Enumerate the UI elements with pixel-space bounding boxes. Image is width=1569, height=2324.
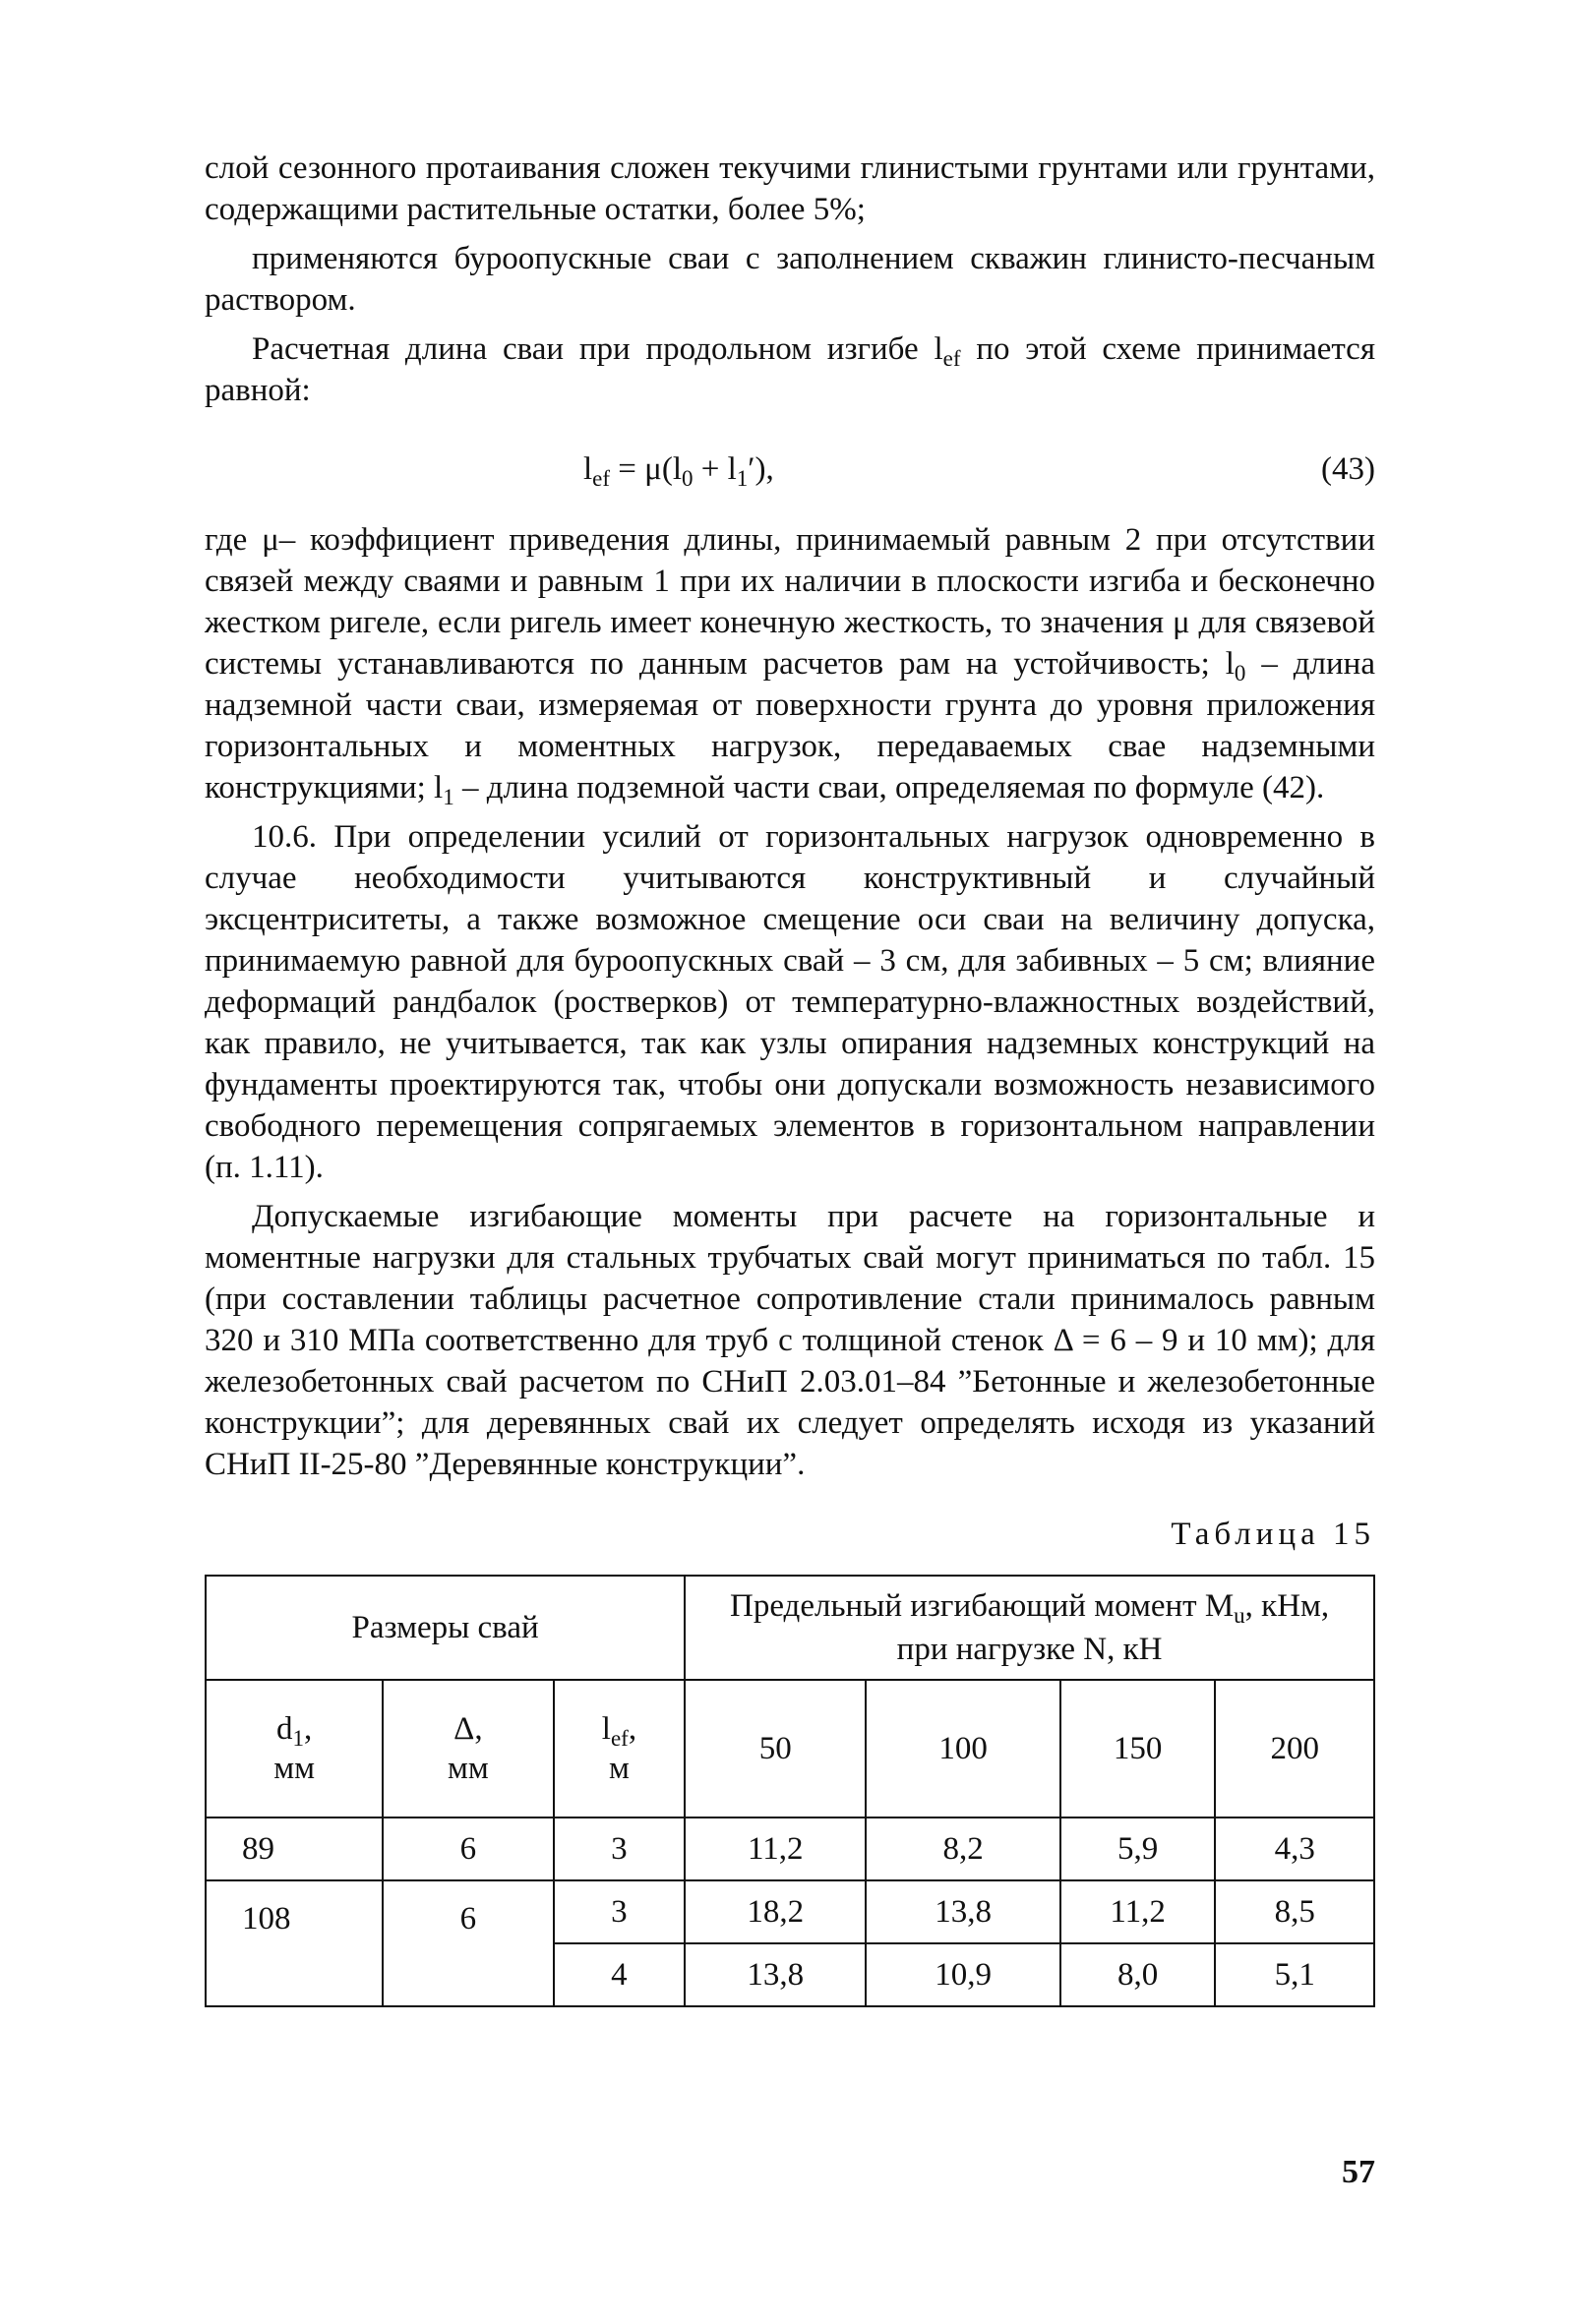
cell-diameter: 89: [206, 1817, 383, 1880]
subscript: 1: [292, 1726, 304, 1751]
subscript: ef: [942, 346, 961, 371]
col-load-100: 100: [866, 1680, 1060, 1817]
table-row: [206, 1880, 1374, 1943]
col-diameter: [206, 1680, 383, 1817]
cell-moment: 13,8: [866, 1880, 1060, 1943]
cell-moment: 5,9: [1060, 1817, 1215, 1880]
table-caption: Таблица 15: [1171, 1517, 1375, 1552]
subscript: 1: [443, 785, 454, 809]
cell-moment: 18,2: [685, 1880, 866, 1943]
subscript: 0: [1234, 661, 1246, 685]
cell-moment: 8,2: [866, 1817, 1060, 1880]
formula-number: (43): [1321, 451, 1375, 487]
paragraph-design-length: [205, 328, 1375, 411]
table-subheader-row: [206, 1680, 1374, 1817]
col-load-50: 50: [685, 1680, 866, 1817]
col-text: Δ,: [453, 1711, 483, 1747]
subscript: 0: [682, 466, 694, 491]
cell-moment: 8,5: [1215, 1880, 1374, 1943]
col-unit: мм: [448, 1751, 489, 1786]
cell-length: 4: [554, 1943, 686, 2006]
page-number: 57: [1342, 2154, 1375, 2190]
col-text: d: [275, 1711, 293, 1747]
col-unit: м: [608, 1751, 630, 1786]
header-text: , кНм,: [1244, 1588, 1330, 1624]
subscript: u: [1234, 1603, 1245, 1628]
paragraph-mu-definition: [205, 519, 1375, 808]
cell-length: 3: [554, 1817, 686, 1880]
subscript: ef: [610, 1726, 629, 1751]
header-limit-moment: [685, 1576, 1374, 1680]
subscript: 1: [736, 466, 749, 491]
header-text: при нагрузке N, кН: [896, 1632, 1163, 1667]
page-content: [205, 148, 1375, 2007]
formula-43: [205, 437, 1375, 502]
formula-expression: [583, 437, 774, 502]
col-text: ,: [303, 1711, 313, 1747]
text-span: где μ– коэффициент приведения длины, принимаемый равным 2 при отсутствии связей между сваями и равным 1 при их наличии в плоскости изгиба и бесконечно жестком ригеле, если ригель имеет конечную жесткость, то значения μ для связевой системы устанавливаются по данным расчетов рам на устойчивость; l: [205, 522, 1375, 682]
col-unit: мм: [273, 1751, 315, 1786]
paragraph-10-6: 10.6. При определении усилий от горизонтальных нагрузок одновременно в случае необходимости учитываются конструктивный и случайный эксцентриситеты, а также возможное смещение оси сваи на величину допуска, принимаемую равной для буроопускных свай – 3 см, для забивных – 5 см; влияние деформаций рандбалок (ростверков) от температурно-влажностных воздействий, как правило, не учитывается, так как узлы опирания надземных конструкций на фундаменты проектируются так, чтобы они допускали возможность независимого свободного перемещения сопрягаемых элементов в горизонтальном направлении (п. 1.11).: [205, 819, 1375, 1185]
header-pile-sizes: Размеры свай: [206, 1576, 685, 1680]
text-span: – длина надземной части сваи, измеряемая от поверхности грунта до уровня приложения горизонтальных и моментных нагрузок, передаваемых свае надземными конструкциями; l: [205, 646, 1375, 805]
text-span: Расчетная длина сваи при продольном изгибе l: [252, 331, 943, 367]
table-row: [206, 1817, 1374, 1880]
cell-moment: 4,3: [1215, 1817, 1374, 1880]
text-span: по этой схеме принимается равной:: [205, 331, 1376, 408]
cell-moment: 11,2: [685, 1817, 866, 1880]
col-load-200: 200: [1215, 1680, 1374, 1817]
paragraph-bored-piles: применяются буроопускные сваи с заполнением скважин глинисто-песчаным раствором.: [205, 241, 1375, 318]
table-15: [205, 1575, 1375, 2007]
col-effective-length: [554, 1680, 686, 1817]
cell-diameter: 108: [206, 1880, 383, 2006]
formula-part: l: [583, 451, 593, 487]
cell-length: 3: [554, 1880, 686, 1943]
header-text: Предельный изгибающий момент M: [730, 1588, 1235, 1624]
cell-moment: 10,9: [866, 1943, 1060, 2006]
col-text: ,: [628, 1711, 637, 1747]
paragraph-allowable-moments: Допускаемые изгибающие моменты при расчете на горизонтальные и моментные нагрузки для стальных трубчатых свай могут приниматься по табл. 15 (при составлении таблицы расчетное сопротивление стали принималось равным 320 и 310 МПа соответственно для труб с толщиной стенок Δ = 6 – 9 и 10 мм); для железобетонных свай расчетом по СНиП 2.03.01–84 ”Бетонные и железобетонные конструкции”; для деревянных свай их следует определять исходя из указаний СНиП II-25-80 ”Деревянные конструкции”.: [205, 1199, 1375, 1482]
cell-wall: 6: [383, 1880, 554, 2006]
formula-part: ′),: [748, 451, 774, 487]
cell-moment: 8,0: [1060, 1943, 1215, 2006]
col-wall-thickness: [383, 1680, 554, 1817]
text-span: – длина подземной части сваи, определяемая по формуле (42).: [453, 770, 1325, 805]
col-load-150: 150: [1060, 1680, 1215, 1817]
cell-moment: 11,2: [1060, 1880, 1215, 1943]
cell-moment: 13,8: [685, 1943, 866, 2006]
table-header-row: [206, 1576, 1374, 1680]
paragraph-seasonal-thaw: слой сезонного протаивания сложен текучими глинистыми грунтами или грунтами, содержащими растительные остатки, более 5%;: [205, 150, 1375, 227]
cell-moment: 5,1: [1215, 1943, 1374, 2006]
formula-part: = μ(l: [610, 451, 683, 487]
cell-wall: 6: [383, 1817, 554, 1880]
col-text: l: [601, 1711, 611, 1747]
formula-part: + l: [693, 451, 737, 487]
subscript: ef: [592, 466, 611, 491]
